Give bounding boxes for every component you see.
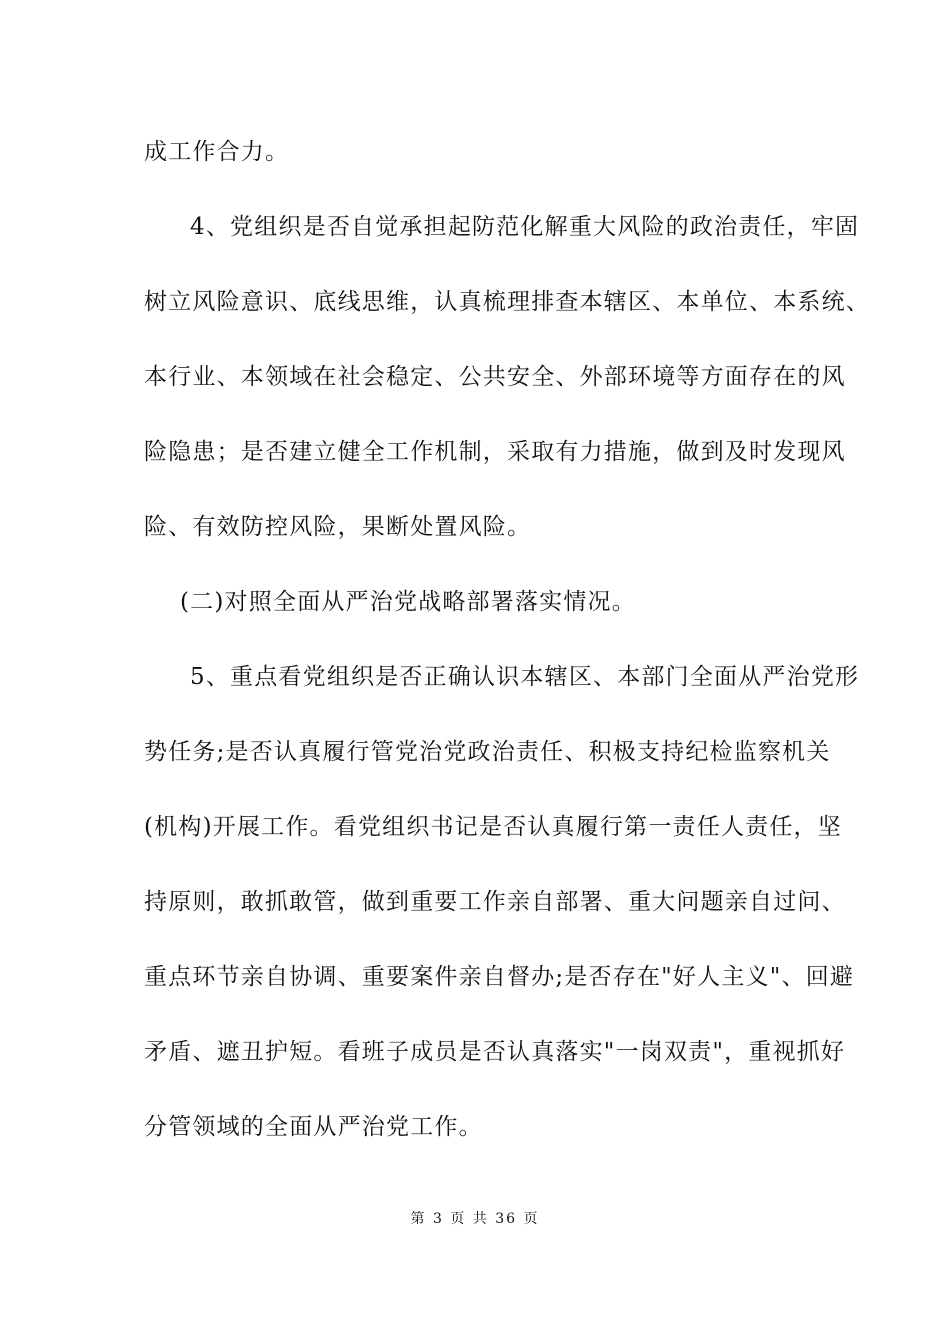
paragraph-line: 分管领域的全面从严治党工作。 bbox=[144, 1114, 483, 1140]
paragraph-line: 险隐患；是否建立健全工作机制，采取有力措施，做到及时发现风 bbox=[144, 439, 846, 465]
paragraph-line: (机构)开展工作。看党组织书记是否认真履行第一责任人责任，坚 bbox=[144, 814, 842, 840]
paragraph-line: 4、党组织是否自觉承担起防范化解重大风险的政治责任，牢固 bbox=[190, 214, 860, 240]
paragraph-line: 势任务;是否认真履行管党治党政治责任、积极支持纪检监察机关 bbox=[144, 739, 831, 765]
paragraph-line: 重点环节亲自协调、重要案件亲自督办;是否存在"好人主义"、回避 bbox=[144, 964, 855, 990]
paragraph-line: 5、重点看党组织是否正确认识本辖区、本部门全面从严治党形 bbox=[190, 664, 860, 690]
section-heading: (二)对照全面从严治党战略部署落实情况。 bbox=[180, 589, 636, 615]
paragraph-line: 本行业、本领域在社会稳定、公共安全、外部环境等方面存在的风 bbox=[144, 364, 846, 390]
paragraph-line: 树立风险意识、底线思维，认真梳理排查本辖区、本单位、本系统、 bbox=[144, 289, 870, 315]
paragraph-line: 矛盾、遮丑护短。看班子成员是否认真落实"一岗双责"，重视抓好 bbox=[144, 1039, 846, 1065]
paragraph-line: 险、有效防控风险，果断处置风险。 bbox=[144, 514, 532, 540]
page-number-footer: 第 3 页 共 36 页 bbox=[410, 1211, 540, 1227]
paragraph-line: 成工作合力。 bbox=[144, 139, 290, 165]
paragraph-line: 持原则，敢抓敢管，做到重要工作亲自部署、重大问题亲自过问、 bbox=[144, 889, 846, 915]
